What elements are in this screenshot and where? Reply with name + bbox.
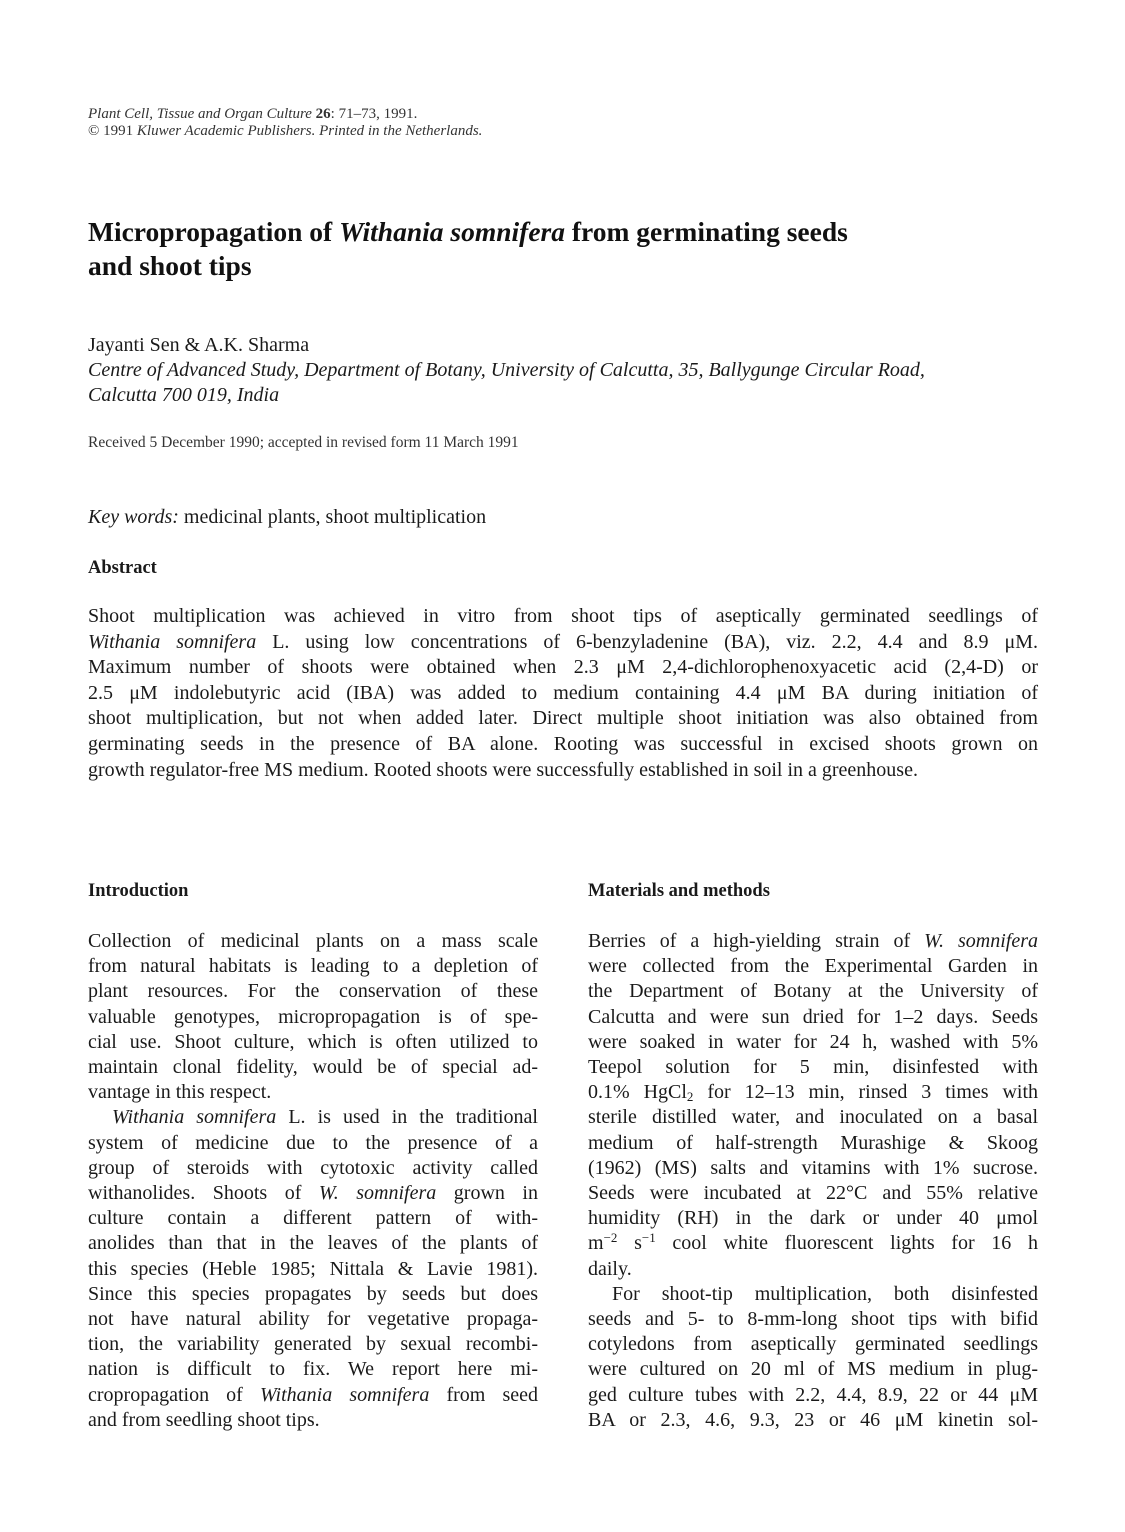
intro-line-text: cropropagation of xyxy=(88,1383,260,1406)
abstract-body xyxy=(88,604,1038,783)
methods-line: the Department of Botany at the University of xyxy=(588,980,1038,1003)
journal-pages: : 71–73, 1991. xyxy=(330,106,418,122)
intro-line: Collection of medicinal plants on a mass scale xyxy=(88,930,538,952)
methods-line: Teepol solution for 5 min, disinfested with xyxy=(588,1056,1038,1079)
methods-line: Calcutta and were sun dried for 1–2 days. Seeds xyxy=(588,1005,1038,1028)
methods-line-text: s xyxy=(617,1232,642,1255)
methods-line-text: m xyxy=(588,1232,604,1255)
intro-species: W. somnifera xyxy=(318,1182,437,1205)
intro-line: from natural habitats is leading to a depletion of xyxy=(88,955,538,978)
keywords-label: Key words: xyxy=(88,506,179,528)
intro-line: culture contain a different pattern of with- xyxy=(88,1207,538,1230)
intro-line: system of medicine due to the presence of a xyxy=(88,1131,538,1154)
intro-line: anolides than that in the leaves of the plants of xyxy=(88,1232,538,1255)
superscript: −1 xyxy=(641,1230,656,1246)
affiliation-line-2: Calcutta 700 019, India xyxy=(88,384,280,406)
abstract-line-text: L. using low concentrations of 6-benzyladenine (BA), viz. 2.2, 4.4 and 8.9 μM. xyxy=(256,630,1038,653)
methods-heading: Materials and methods xyxy=(588,881,770,901)
abstract-line: Maximum number of shoots were obtained when 2.3 μM 2,4-dichlorophenoxyacetic acid (2,4-D) or xyxy=(88,656,1038,679)
methods-line: were cultured on 20 ml of MS medium in plug- xyxy=(588,1358,1038,1381)
methods-species: W. somnifera xyxy=(924,930,1038,952)
intro-line: and from seedling shoot tips. xyxy=(88,1408,320,1431)
methods-line-text: Berries of a high-yielding strain of xyxy=(588,930,925,952)
intro-line: Since this species propagates by seeds but does xyxy=(88,1282,538,1305)
intro-line: nation is difficult to fix. We report here mi- xyxy=(88,1358,538,1381)
methods-line xyxy=(588,929,1038,954)
methods-line: sterile distilled water, and inoculated on a basal xyxy=(588,1106,1038,1129)
title-part-2: from germinating seeds xyxy=(564,216,848,247)
methods-line-text: cool white fluorescent lights for 16 h xyxy=(655,1232,1038,1255)
methods-body xyxy=(588,929,1038,1433)
intro-species: Withania somnifera xyxy=(259,1383,430,1406)
keywords xyxy=(88,505,486,530)
superscript: −2 xyxy=(603,1230,618,1246)
authors: Jayanti Sen & A.K. Sharma xyxy=(88,334,310,356)
intro-line: plant resources. For the conservation of these xyxy=(88,980,538,1003)
intro-line: valuable genotypes, micropropagation is of spe- xyxy=(88,1005,538,1028)
intro-line: tion, the variability generated by sexual recombi- xyxy=(88,1333,538,1356)
journal-header xyxy=(88,106,482,140)
intro-line: not have natural ability for vegetative propaga- xyxy=(88,1308,538,1331)
abstract-line: growth regulator-free MS medium. Rooted shoots were successfully established in soil in a greenhouse. xyxy=(88,758,918,781)
methods-line: were collected from the Experimental Garden in xyxy=(588,955,1038,978)
intro-line xyxy=(88,1105,538,1130)
introduction-heading: Introduction xyxy=(88,881,189,901)
keywords-value: medicinal plants, shoot multiplication xyxy=(178,506,487,528)
copyright-year: © 1991 xyxy=(88,123,134,139)
intro-species: Withania somnifera xyxy=(112,1106,277,1129)
journal-name: Plant Cell, Tissue and Organ Culture xyxy=(88,106,312,122)
methods-line: were soaked in water for 24 h, washed with 5% xyxy=(588,1030,1038,1053)
journal-copyright xyxy=(88,123,482,140)
introduction-body xyxy=(88,929,538,1433)
abstract-line: Shoot multiplication was achieved in vitro from shoot tips of aseptically germinated seedlings of xyxy=(88,605,1038,627)
abstract-line: shoot multiplication, but not when added later. Direct multiple shoot initiation was also obtained from xyxy=(88,707,1038,730)
methods-line: cotyledons from aseptically germinated seedlings xyxy=(588,1333,1038,1356)
methods-line: BA or 2.3, 4.6, 9.3, 23 or 46 μM kinetin sol- xyxy=(588,1408,1038,1431)
journal-citation xyxy=(88,106,482,123)
methods-line: (1962) (MS) salts and vitamins with 1% sucrose. xyxy=(588,1156,1038,1179)
affiliation xyxy=(88,358,1048,408)
received-dates: Received 5 December 1990; accepted in revised form 11 March 1991 xyxy=(88,434,519,451)
article-title xyxy=(88,215,1048,283)
methods-line: daily. xyxy=(588,1257,632,1280)
methods-line-text: 0.1% HgCl xyxy=(588,1081,687,1104)
methods-line: humidity (RH) in the dark or under 40 μmol xyxy=(588,1207,1038,1230)
methods-line: seeds and 5- to 8-mm-long shoot tips with bifid xyxy=(588,1308,1038,1331)
publisher: Kluwer Academic Publishers. Printed in the Netherlands. xyxy=(136,123,483,139)
title-species: Withania somnifera xyxy=(339,216,565,247)
affiliation-line-1: Centre of Advanced Study, Department of Botany, University of Calcutta, 35, Ballygunge Circular Road, xyxy=(88,359,925,381)
abstract-line xyxy=(88,630,1038,656)
abstract-line: germinating seeds in the presence of BA alone. Rooting was successful in excised shoots grown on xyxy=(88,732,1038,755)
intro-line: vantage in this respect. xyxy=(88,1081,272,1104)
intro-line-text: withanolides. Shoots of xyxy=(88,1182,319,1205)
abstract-line: 2.5 μM indolebutyric acid (IBA) was added to medium containing 4.4 μM BA during initiation of xyxy=(88,681,1038,704)
intro-line: maintain clonal fidelity, would be of special ad- xyxy=(88,1056,538,1079)
journal-volume: 26 xyxy=(315,106,331,122)
intro-line: group of steroids with cytotoxic activity called xyxy=(88,1156,538,1179)
intro-line xyxy=(88,1383,538,1408)
methods-line-text: for 12–13 min, rinsed 3 times with xyxy=(693,1081,1039,1104)
subscript: 2 xyxy=(686,1089,694,1105)
intro-line-text: from seed xyxy=(429,1383,538,1406)
title-part-1: Micropropagation of xyxy=(88,216,340,247)
title-part-3: and shoot tips xyxy=(88,250,252,281)
intro-line-text: L. is used in the traditional xyxy=(276,1106,538,1129)
methods-line xyxy=(588,1080,1038,1105)
intro-line: cial use. Shoot culture, which is often utilized to xyxy=(88,1030,538,1053)
intro-line: this species (Heble 1985; Nittala & Lavie 1981). xyxy=(88,1257,538,1280)
methods-line: For shoot-tip multiplication, both disinfested xyxy=(612,1282,1038,1305)
intro-line xyxy=(88,1181,538,1206)
abstract-heading: Abstract xyxy=(88,558,157,578)
intro-line-text: grown in xyxy=(436,1182,538,1205)
methods-line: medium of half-strength Murashige & Skoog xyxy=(588,1131,1038,1154)
abstract-species: Withania somnifera xyxy=(88,630,257,653)
methods-line: Seeds were incubated at 22°C and 55% relative xyxy=(588,1182,1038,1205)
methods-line: ged culture tubes with 2.2, 4.4, 8.9, 22 or 44 μM xyxy=(588,1383,1038,1406)
methods-line xyxy=(588,1231,1038,1256)
